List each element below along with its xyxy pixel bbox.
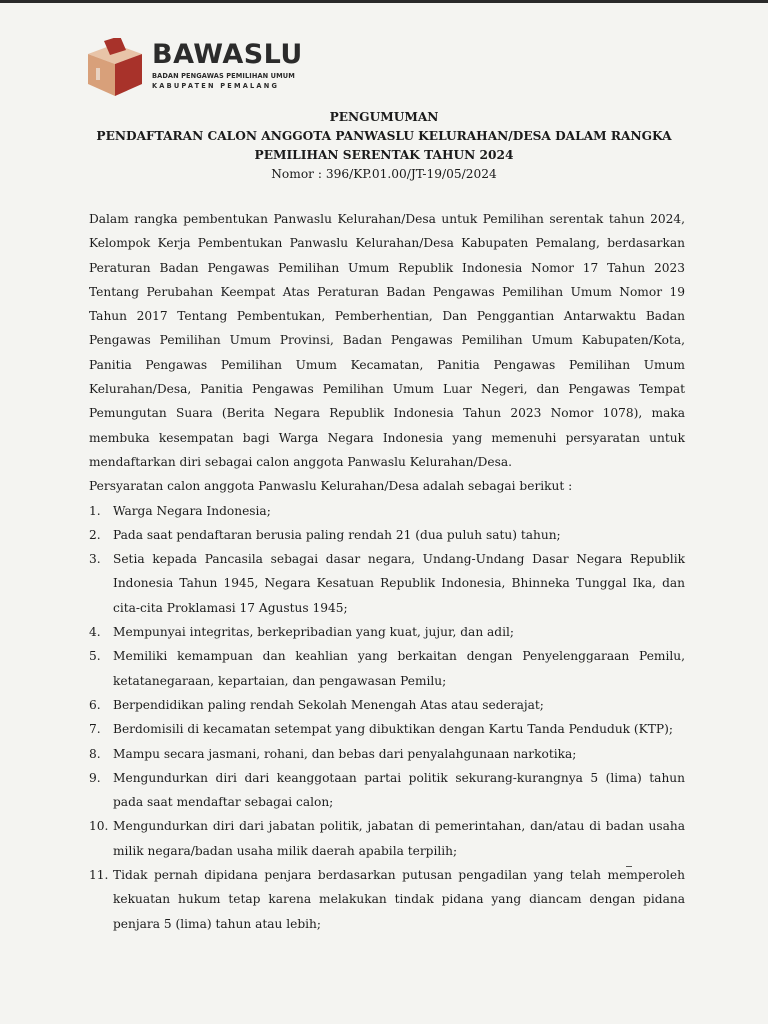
requirements-intro: Persyaratan calon anggota Panwaslu Kelurahan/Desa adalah sebagai berikut : [89,479,573,494]
list-item-number: 11. [89,868,109,883]
list-item [89,766,685,815]
list-item [89,717,685,741]
document-body [89,207,685,936]
list-item-text: Berdomisili di kecamatan setempat yang dibuktikan dengan Kartu Tanda Penduduk (KTP); [113,722,673,737]
list-item [89,693,685,717]
list-item [89,620,685,644]
list-item-text: Berpendidikan paling rendah Sekolah Menengah Atas atau sederajat; [113,697,544,712]
list-item-text: Mampu secara jasmani, rohani, dan bebas dari penyalahgunaan narkotika; [113,746,577,761]
list-item-number: 8. [89,746,101,761]
list-item-text: Setia kepada Pancasila sebagai dasar negara, Undang-Undang Dasar Negara Republik Indonesia Tahun 1945, Negara Kesatuan Republik Indonesia, Bhinneka Tunggal Ika, dan cita-cita Proklamasi 17 Agustus 1945; [113,552,685,615]
list-item-text: Memiliki kemampuan dan keahlian yang berkaitan dengan Penyelenggaraan Pemilu, ketatanegaraan, kepartaian, dan pengawasan Pemilu; [113,649,685,688]
list-item-number: 6. [89,697,101,712]
list-item-number: 7. [89,722,101,737]
list-item [89,742,685,766]
document-number: Nomor : 396/KP.01.00/JT-19/05/2024 [271,167,497,181]
list-item-text: Mengundurkan diri dari keanggotaan partai politik sekurang-kurangnya 5 (lima) tahun pada saat mendaftar sebagai calon; [113,770,685,810]
list-item-text: Mengundurkan diri dari jabatan politik, jabatan di pemerintahan, dan/atau di badan usaha milik negara/badan usaha milik daerah apabila terpilih; [113,819,685,858]
list-item [89,863,685,936]
list-item [89,499,685,523]
stray-mark [626,866,632,867]
opening-paragraph: Dalam rangka pembentukan Panwaslu Kelurahan/Desa untuk Pemilihan serentak tahun 2024, Kelompok Kerja Pembentukan Panwaslu Kelurahan/Desa Kabupaten Pemalang, berdasarkan Peraturan Badan Pengawas Pemilihan Umum Republik Indonesia Nomor 17 Tahun 2023 Tentang Perubahan Keempat Atas Peraturan Badan Pengawas Pemilihan Umum Nomor 19 Tahun 2017 Tentang Pembentukan, Pemberhentian, Dan Penggantian Antarwaktu Badan Pengawas Pemilihan Umum Provinsi, Badan Pengawas Pemilihan Umum Kabupaten/Kota, Panitia Pengawas Pemilihan Umum Kecamatan, Panitia Pengawas Pemilihan Umum Kelurahan/Desa, Panitia Pengawas Pemilihan Umum Luar Negeri, dan Pengawas Tempat Pemungutan Suara (Berita Negara Republik Indonesia Tahun 2023 Nomor 1078), maka membuka kesempatan bagi Warga Negara Indonesia yang memenuhi persyaratan untuk mendaftarkan diri sebagai calon anggota Panwaslu Kelurahan/Desa. [89,212,685,469]
list-item [89,814,685,863]
list-item-number: 5. [89,649,101,664]
announcement-subject-line-1: PENDAFTARAN CALON ANGGOTA PANWASLU KELURAHAN/DESA DALAM RANGKA [96,129,672,143]
announcement-subject-line-2: PEMILIHAN SERENTAK TAHUN 2024 [254,148,514,162]
scan-edge [0,0,768,3]
list-item-number: 1. [89,503,101,518]
announcement-header [0,108,768,184]
requirements-list [89,499,685,936]
list-item-text: Tidak pernah dipidana penjara berdasarkan putusan pengadilan yang telah memperoleh kekuatan hukum tetap karena melakukan tindak pidana yang diancam dengan pidana penjara 5 (lima) tahun atau lebih; [113,868,685,931]
brand-region: KABUPATEN PEMALANG [152,82,280,90]
list-item-number: 9. [89,770,101,785]
list-item [89,547,685,620]
brand-name: BAWASLU [152,39,303,70]
announcement-title: PENGUMUMAN [329,110,439,124]
list-item-number: 10. [89,819,109,834]
brand-subtitle: BADAN PENGAWAS PEMILIHAN UMUM [152,72,295,80]
ballot-box-icon [86,38,144,98]
list-item-number: 4. [89,625,101,640]
list-item-text: Mempunyai integritas, berkepribadian yang kuat, jujur, dan adil; [113,625,515,640]
list-item [89,644,685,693]
list-item [89,523,685,547]
list-item-number: 3. [89,552,101,567]
list-item-number: 2. [89,527,101,542]
list-item-text: Warga Negara Indonesia; [113,503,271,518]
bawaslu-logo [86,38,306,100]
list-item-text: Pada saat pendaftaran berusia paling rendah 21 (dua puluh satu) tahun; [113,527,561,542]
